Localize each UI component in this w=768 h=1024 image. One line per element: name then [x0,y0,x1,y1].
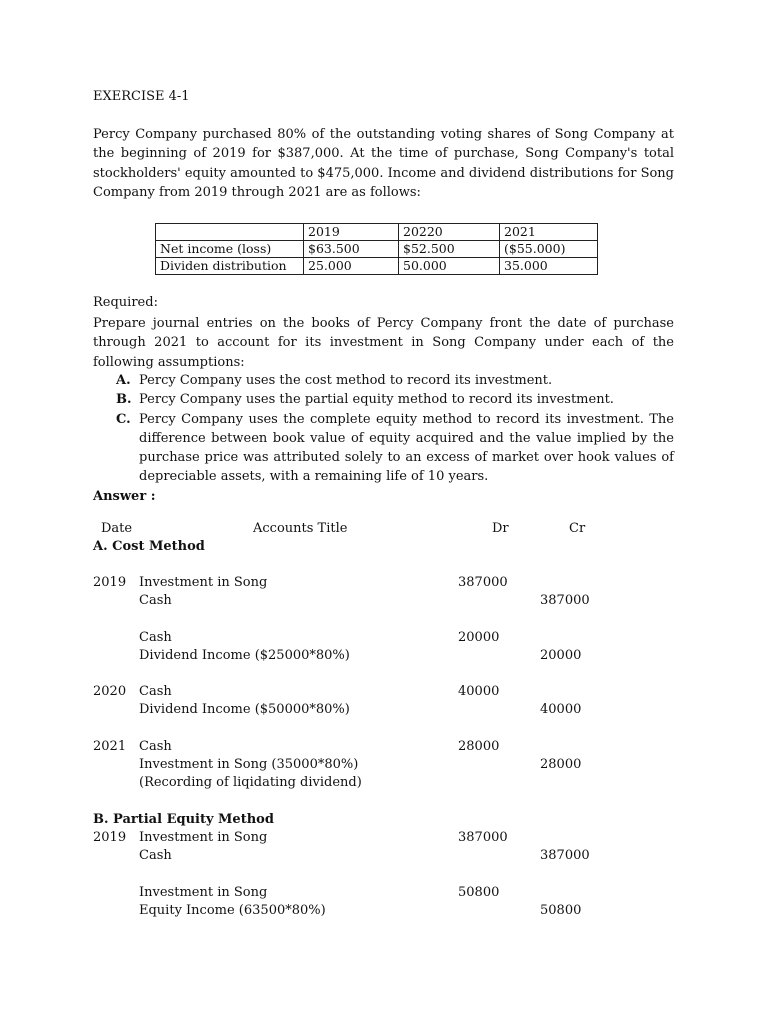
credit-account: Cash [139,848,172,863]
debit-amount: 50800 [458,885,500,900]
entry-year: 2020 [93,684,127,699]
debit-amount: 387000 [458,830,508,845]
credit-account: Cash [139,593,172,608]
table-cell: ($55.000) [500,241,598,258]
assumption-item [116,371,674,390]
section-a-title: A. Cost Method [93,539,205,554]
credit-account: Dividend Income ($25000*80%) [139,648,350,663]
header-date: Date [101,521,133,536]
header-accounts-title: Accounts Title [253,521,348,536]
intro-paragraph: Percy Company purchased 80% of the outstanding voting shares of Song Company at the beginning of 2019 for $387,000. At the time of purchase, Song Company's total stockholders' equity amounted to $475,000. Income and dividend distributions for Song Company from 2019 through 2021 are as follows: [93,127,674,200]
credit-amount: 387000 [540,848,590,863]
table-cell: 2019 [304,224,399,241]
entry-year: 2019 [93,575,127,590]
table-cell: Net income (loss) [156,241,304,258]
debit-amount: 28000 [458,739,500,754]
credit-amount: 28000 [540,757,582,772]
table-cell: 2021 [500,224,598,241]
credit-account: Equity Income (63500*80%) [139,903,326,918]
table-row [156,241,598,258]
credit-amount: 20000 [540,648,582,663]
table-cell: 50.000 [399,258,500,275]
debit-amount: 20000 [458,630,500,645]
assumption-letter: B. [116,392,132,408]
assumption-letter: A. [116,373,131,388]
assumption-text: Percy Company uses the partial equity method to record its investment. [139,392,614,408]
entry-year: 2019 [93,830,127,845]
credit-amount: 50800 [540,903,582,918]
credit-account: Dividend Income ($50000*80%) [139,702,350,717]
debit-amount: 387000 [458,575,508,590]
assumption-letter: C. [116,411,131,427]
assumption-item [116,410,674,487]
table-cell: 35.000 [500,258,598,275]
debit-account: Cash [139,684,172,699]
header-cr: Cr [569,521,586,536]
required-label: Required: [93,295,158,310]
debit-account: Investment in Song [139,830,268,845]
credit-account: Investment in Song (35000*80%) [139,757,359,772]
debit-amount: 40000 [458,684,500,699]
table-cell: $63.500 [304,241,399,258]
assumption-item [116,390,674,409]
debit-account: Investment in Song [139,575,268,590]
answer-label: Answer : [93,489,156,504]
debit-account: Cash [139,739,172,754]
assumption-list [116,371,674,487]
table-cell: 20220 [399,224,500,241]
section-b-title: B. Partial Equity Method [93,812,274,827]
table-row [156,258,598,275]
header-dr: Dr [492,521,509,536]
table-cell [156,224,304,241]
credit-amount: 40000 [540,702,582,717]
table-cell: Dividen distribution [156,258,304,275]
debit-account: Investment in Song [139,885,268,900]
assumption-text: Percy Company uses the cost method to record its investment. [139,373,553,388]
assumption-text: Percy Company uses the complete equity method to record its investment. The difference between book value of equity acquired and the value implied by the purchase price was attributed solely to an excess of market over hook values of depreciable assets, with a remaining life of 10 years. [139,411,674,485]
entry-year: 2021 [93,739,127,754]
table-cell: $52.500 [399,241,500,258]
credit-amount: 387000 [540,593,590,608]
income-dividend-table [155,223,598,275]
table-header-row [156,224,598,241]
exercise-title: EXERCISE 4-1 [93,89,190,104]
required-paragraph: Prepare journal entries on the books of Percy Company front the date of purchase through 2021 to account for its investment in Song Company under each of the following assumptions: [93,316,674,370]
debit-account: Cash [139,630,172,645]
table-cell: 25.000 [304,258,399,275]
entry-note: (Recording of liqidating dividend) [139,775,362,790]
